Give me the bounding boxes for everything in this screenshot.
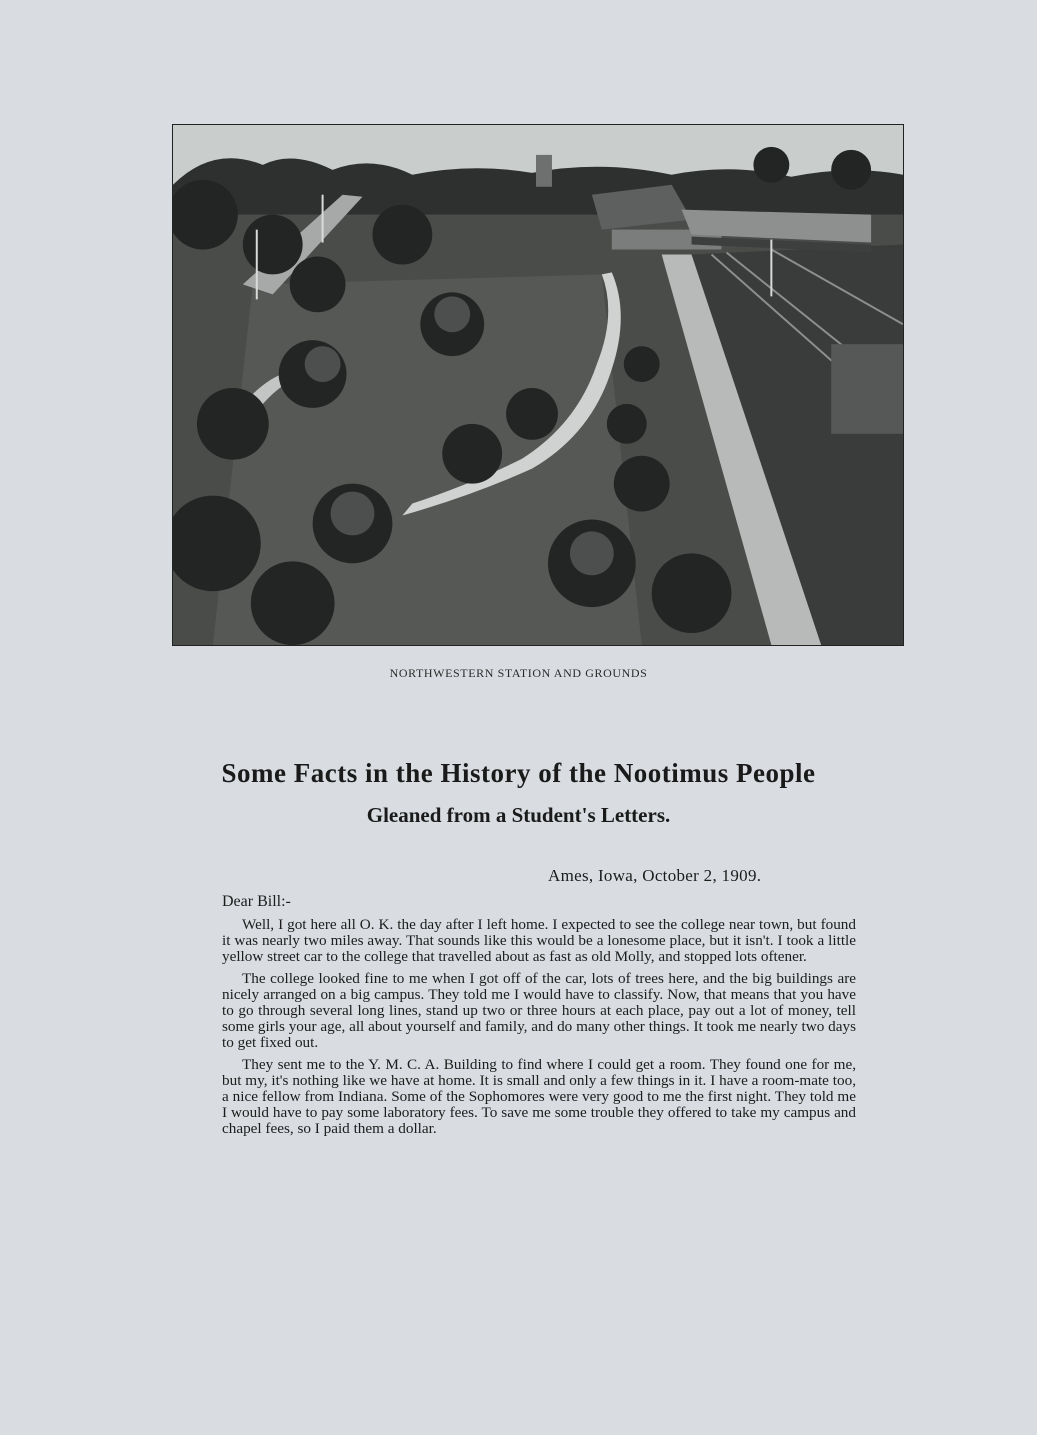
letter-salutation: Dear Bill:-: [222, 893, 291, 910]
letter-paragraph: They sent me to the Y. M. C. A. Building to find where I could get a room. They found one for me, but my, it's nothing like we have at home. It is small and only a few things in it. I have a room-mate too, a nice fellow from Indiana. Some of the Sophomores were very good to me the first night. They told me I would have to pay some laboratory fees. To save me some trouble they offered to take my campus and chapel fees, so I paid them a dollar.: [222, 1056, 856, 1137]
letter-paragraph: Well, I got here all O. K. the day after I left home. I expected to see the college near town, but found it was nearly two miles away. That sounds like this would be a lonesome place, but it isn't. I took a little yellow street car to the college that travelled about as fast as old Molly, and stopped lots oftener.: [222, 916, 856, 965]
article-subtitle: Gleaned from a Student's Letters.: [366, 803, 671, 827]
photo-caption: NORTHWESTERN STATION AND GROUNDS: [389, 666, 648, 680]
letter-body: [222, 917, 856, 1143]
station-photograph: [172, 124, 904, 646]
article-title: Some Facts in the History of the Nootimus People: [221, 758, 816, 788]
station-photo-image: [173, 125, 903, 645]
letter-dateline: Ames, Iowa, October 2, 1909.: [548, 866, 762, 885]
letter-paragraph: The college looked fine to me when I got off of the car, lots of trees here, and the big buildings are nicely arranged on a big campus. They told me I would have to classify. Now, that means that you have to go through several long lines, stand up two or three hours at each place, pay out a lot of money, tell some girls your age, all about yourself and family, and do many other things. It took me nearly two days to get fixed out.: [222, 970, 856, 1051]
